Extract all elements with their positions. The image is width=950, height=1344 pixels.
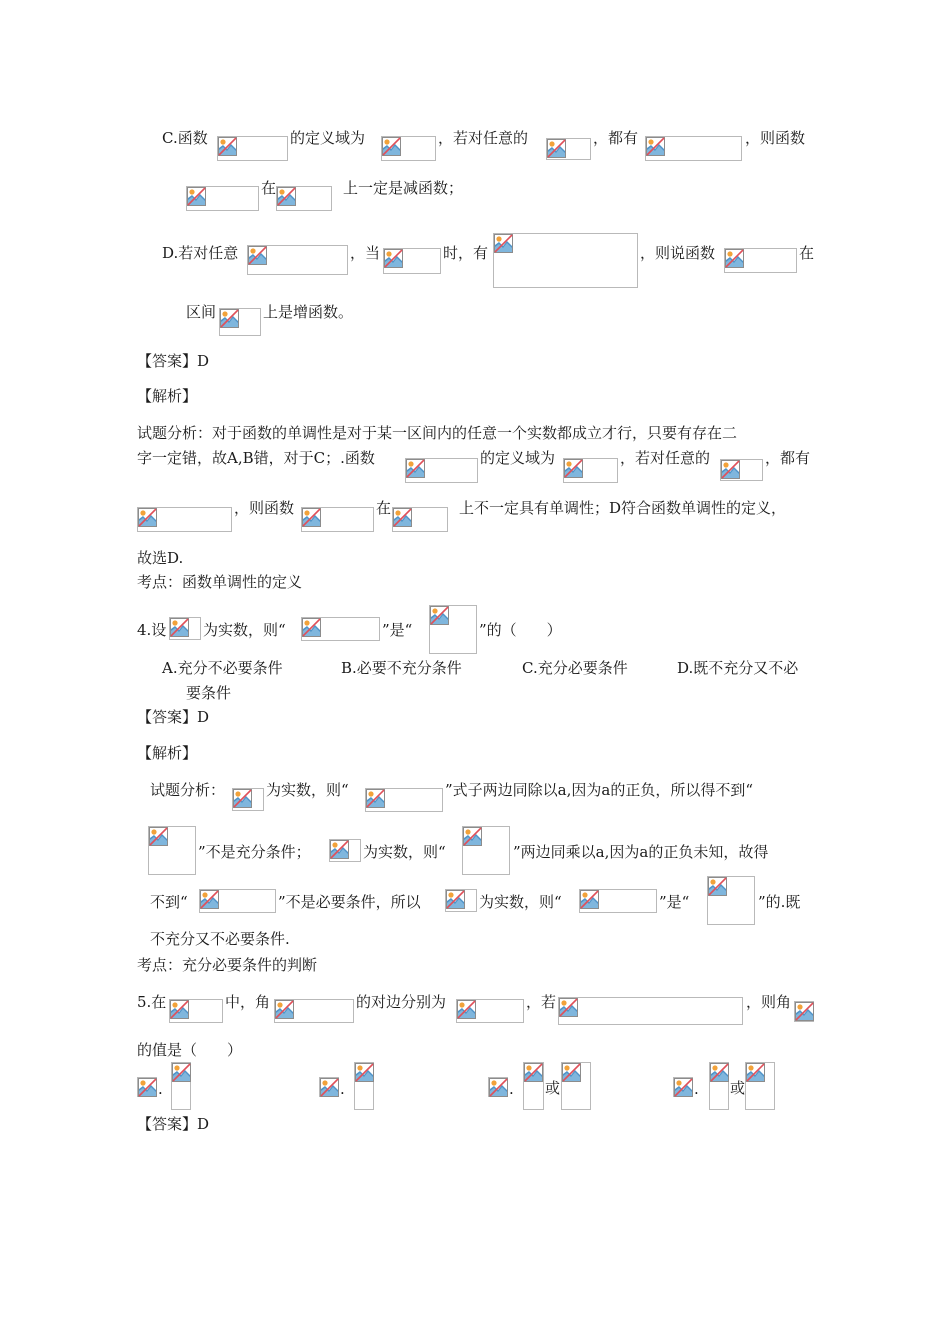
formula-image: [707, 876, 755, 925]
q4-stem-2: 为实数，则“: [203, 621, 286, 639]
formula-image: [381, 136, 436, 161]
option-or: 或: [730, 1079, 746, 1097]
d-option-text-5: 在: [799, 244, 815, 262]
q4-option-c: C.充分必要条件: [522, 659, 628, 677]
broken-image-icon: [580, 890, 599, 909]
q4-answer: 【答案】D: [137, 708, 210, 726]
q4-analysis-3c: 为实数，则“: [479, 893, 562, 911]
formula-image: [579, 889, 657, 913]
broken-image-icon: [220, 309, 239, 328]
formula-image: [169, 999, 223, 1023]
broken-image-icon: [457, 1000, 476, 1019]
broken-image-icon: [355, 1063, 374, 1082]
q3-analysis-line2b: 的定义域为: [480, 449, 556, 467]
q5-stem-6: 的值是（ ）: [137, 1041, 243, 1059]
broken-image-icon: [187, 187, 206, 206]
broken-image-icon: [721, 460, 740, 479]
q4-stem-3: ”是“: [382, 621, 413, 639]
formula-image: [561, 1062, 591, 1110]
broken-image-icon: [275, 1000, 294, 1019]
q4-analysis-2a: ”不是充分条件；: [198, 843, 311, 861]
formula-image: [429, 605, 477, 654]
formula-image: [276, 186, 332, 211]
broken-image-icon: [494, 234, 513, 253]
q5-stem-2: 中，角: [225, 993, 271, 1011]
broken-image-icon: [446, 890, 465, 909]
formula-image: [301, 507, 374, 532]
c-option-text-7: 上一定是减函数；: [343, 179, 464, 197]
q3-analysis-line3b: 在: [376, 499, 392, 517]
q4-analysis-4: 不充分又不必要条件.: [150, 930, 290, 948]
q4-option-d-line1: D.既不充分又不必: [677, 659, 799, 677]
q4-stem-4: ”的（ ）: [479, 621, 562, 639]
broken-image-icon: [170, 618, 189, 637]
broken-image-icon: [564, 459, 583, 478]
q4-analysis-3a: 不到“: [150, 893, 188, 911]
q4-option-d-line2: 要条件: [186, 684, 232, 702]
d-option-text-1: D.若对任意: [162, 244, 239, 262]
broken-image-icon: [547, 139, 566, 158]
formula-image: [523, 1062, 544, 1110]
d-option-text-7: 上是增函数。: [263, 303, 354, 321]
broken-image-icon: [302, 508, 321, 527]
formula-image: [645, 136, 742, 161]
broken-image-icon: [330, 840, 349, 859]
formula-image: [720, 459, 763, 481]
q4-analysis-heading: 【解析】: [137, 744, 198, 762]
formula-image: [493, 233, 638, 288]
broken-image-icon: [708, 877, 727, 896]
d-option-text-3: 时，有: [443, 244, 489, 262]
c-option-text-6: 在: [261, 179, 277, 197]
q3-analysis-line3c: 上不一定具有单调性；D符合函数单调性的定义，: [459, 499, 787, 517]
option-label-image: [137, 1077, 157, 1097]
broken-image-icon: [366, 789, 385, 808]
broken-image-icon: [406, 459, 425, 478]
q4-option-b: B.必要不充分条件: [341, 659, 462, 677]
broken-image-icon: [320, 1078, 339, 1097]
broken-image-icon: [149, 827, 168, 846]
c-option-text-5: ，则函数: [745, 129, 806, 147]
q3-analysis-line1: 试题分析：对于函数的单调性是对于某一区间内的任意一个实数都成立才行，只要有存在二: [137, 424, 738, 442]
broken-image-icon: [218, 137, 237, 156]
q4-analysis-3e: ”的.既: [758, 893, 801, 911]
broken-image-icon: [559, 998, 578, 1017]
formula-image: [186, 186, 259, 211]
broken-image-icon: [674, 1078, 693, 1097]
formula-image: [199, 889, 276, 913]
q4-analysis-2b: 为实数，则“: [363, 843, 446, 861]
q5-stem-1: 5.在: [137, 993, 167, 1011]
formula-image: [354, 1062, 374, 1110]
q4-analysis-2c: ”两边同乘以a,因为a的正负未知，故得: [513, 843, 769, 861]
formula-image: [148, 826, 196, 875]
q3-analysis-line4: 故选D.: [137, 549, 184, 567]
broken-image-icon: [172, 1063, 191, 1082]
option-label-image: [488, 1077, 508, 1097]
q3-analysis-line3a: ，则函数: [234, 499, 295, 517]
broken-image-icon: [463, 827, 482, 846]
q3-analysis-heading: 【解析】: [137, 387, 198, 405]
c-option-text-3: ，若对任意的: [438, 129, 529, 147]
q4-option-a: A.充分不必要条件: [162, 659, 283, 677]
c-option-text-2: 的定义域为: [290, 129, 366, 147]
q5-stem-4: ，若: [526, 993, 557, 1011]
option-label-image: [319, 1077, 339, 1097]
formula-image: [456, 999, 524, 1023]
formula-image: [563, 458, 618, 483]
q4-kaodian: 考点：充分必要条件的判断: [137, 956, 318, 974]
q4-analysis-3d: ”是“: [659, 893, 690, 911]
broken-image-icon: [725, 249, 744, 268]
option-label-image: [673, 1077, 693, 1097]
broken-image-icon: [138, 508, 157, 527]
q3-analysis-line2a: 字一定错，故A,B错，对于C；.函数: [137, 449, 375, 467]
option-dot: .: [340, 1080, 345, 1098]
q4-analysis-1a: 试题分析：: [150, 781, 226, 799]
d-option-text-2: ，当: [350, 244, 381, 262]
q3-analysis-line2c: ，若对任意的: [620, 449, 711, 467]
broken-image-icon: [795, 1002, 814, 1021]
broken-image-icon: [384, 249, 403, 268]
formula-image: [709, 1062, 729, 1110]
broken-image-icon: [430, 606, 449, 625]
formula-image: [558, 997, 743, 1025]
broken-image-icon: [746, 1063, 765, 1082]
formula-image: [392, 507, 448, 532]
formula-image: [169, 617, 201, 640]
c-option-text-1: C.函数: [162, 129, 208, 147]
broken-image-icon: [646, 137, 665, 156]
c-option-text-4: ，都有: [593, 129, 639, 147]
broken-image-icon: [393, 508, 412, 527]
q4-analysis-1c: ”式子两边同除以a,因为a的正负，所以得不到“: [445, 781, 753, 799]
formula-image: [171, 1062, 191, 1110]
q5-stem-3: 的对边分别为: [356, 993, 447, 1011]
broken-image-icon: [248, 246, 267, 265]
broken-image-icon: [562, 1063, 581, 1082]
broken-image-icon: [138, 1078, 157, 1097]
formula-image: [445, 889, 477, 912]
formula-image: [383, 248, 441, 274]
broken-image-icon: [233, 789, 252, 808]
formula-image: [329, 839, 361, 862]
q4-analysis-3b: ”不是必要条件，所以: [278, 893, 421, 911]
formula-image: [217, 136, 288, 161]
formula-image: [274, 999, 354, 1023]
q5-answer: 【答案】D: [137, 1115, 210, 1133]
formula-image: [232, 788, 264, 811]
broken-image-icon: [710, 1063, 729, 1082]
d-option-text-6: 区间: [186, 303, 217, 321]
broken-image-icon: [489, 1078, 508, 1097]
q4-analysis-1b: 为实数，则“: [266, 781, 349, 799]
formula-image: [405, 458, 478, 483]
option-dot: .: [509, 1080, 514, 1098]
q4-stem-1: 4.设: [137, 621, 167, 639]
option-dot: .: [158, 1080, 163, 1098]
q3-answer: 【答案】D: [137, 352, 210, 370]
q3-analysis-line2d: ，都有: [765, 449, 811, 467]
formula-image: [301, 617, 380, 641]
option-or: 或: [545, 1079, 561, 1097]
broken-image-icon: [302, 618, 321, 637]
formula-image: [794, 1001, 814, 1022]
formula-image: [546, 138, 591, 160]
broken-image-icon: [277, 187, 296, 206]
formula-image: [247, 245, 348, 275]
broken-image-icon: [200, 890, 219, 909]
formula-image: [462, 826, 510, 875]
formula-image: [219, 308, 261, 336]
broken-image-icon: [170, 1000, 189, 1019]
broken-image-icon: [524, 1063, 543, 1082]
formula-image: [137, 507, 232, 532]
formula-image: [745, 1062, 775, 1110]
option-dot: .: [694, 1080, 699, 1098]
formula-image: [365, 788, 443, 812]
broken-image-icon: [382, 137, 401, 156]
formula-image: [724, 248, 797, 273]
q3-kaodian: 考点：函数单调性的定义: [137, 573, 303, 591]
d-option-text-4: ，则说函数: [640, 244, 716, 262]
q5-stem-5: ，则角: [746, 993, 792, 1011]
